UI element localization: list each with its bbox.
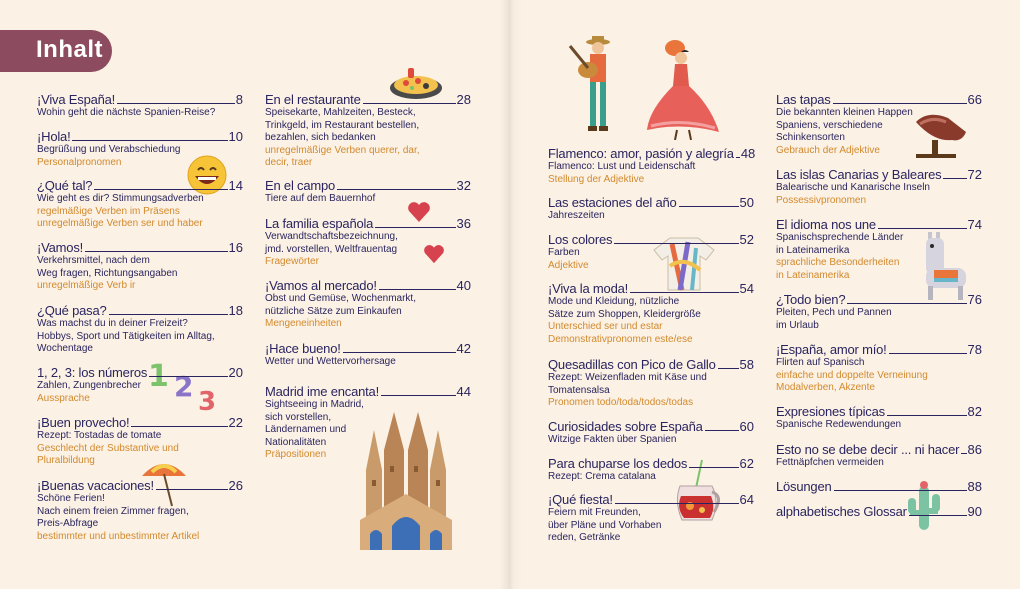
toc-entry[interactable] xyxy=(37,303,243,356)
toc-entry-title-line xyxy=(776,404,982,419)
dot-leader xyxy=(109,314,228,315)
dot-leader xyxy=(718,368,739,369)
dot-leader xyxy=(847,303,966,304)
dot-leader xyxy=(85,251,227,252)
toc-entry-title-line xyxy=(776,217,982,232)
chapter-description: Rezept: Tostadas de tomate xyxy=(37,430,162,441)
page-number: 88 xyxy=(967,479,982,494)
toc-entry-title-line xyxy=(265,384,471,399)
chapter-title[interactable]: ¡Buenas vacaciones! xyxy=(37,478,154,493)
dot-leader xyxy=(379,289,456,290)
chapter-description: Hobbys, Sport und Tätigkeiten im Alltag, xyxy=(37,330,215,342)
toc-entry-title-line xyxy=(548,492,754,507)
dot-leader xyxy=(375,227,455,228)
toc-entry-title-line xyxy=(37,178,243,193)
toc-entry-title-line xyxy=(37,303,243,318)
chapter-description: Spaniens, verschiedene xyxy=(776,119,883,131)
chapter-title[interactable]: ¡Qué fiesta! xyxy=(548,492,613,507)
chapter-title[interactable]: ¡Vamos! xyxy=(37,240,84,255)
toc-entry-title-line xyxy=(548,195,754,210)
chapter-title[interactable]: ¡Hace bueno! xyxy=(265,341,341,356)
page-number: 58 xyxy=(739,357,754,372)
chapter-title[interactable]: ¡Viva España! xyxy=(37,92,116,107)
chapter-description: Farben xyxy=(548,247,580,258)
chapter-title[interactable]: ¡España, amor mío! xyxy=(776,342,887,357)
chapter-description: Wetter und Wettervorhersage xyxy=(265,356,396,367)
toc-entry[interactable] xyxy=(265,92,471,170)
dot-leader xyxy=(363,103,456,104)
chapter-description: Verkehrsmittel, nach dem xyxy=(37,255,150,266)
chapter-title[interactable]: Curiosidades sobre España xyxy=(548,419,703,434)
chapter-title[interactable]: 1, 2, 3: los números xyxy=(37,365,148,380)
dot-leader xyxy=(72,140,227,141)
toc-entry[interactable] xyxy=(548,232,754,272)
toc-entry-title-line xyxy=(265,278,471,293)
grammar-topic: regelmäßige Verben im Präsens xyxy=(37,205,180,217)
chapter-title[interactable]: ¡Viva la moda! xyxy=(548,281,629,296)
dot-leader xyxy=(705,430,739,431)
chapter-description: Wochentage xyxy=(37,343,93,354)
chapter-description: Witzige Fakten über Spanien xyxy=(548,434,677,445)
page-number: 42 xyxy=(456,341,471,356)
dot-leader xyxy=(156,489,228,490)
grammar-topic: unregelmäßige Verben querer, dar, xyxy=(265,144,420,156)
toc-entry[interactable] xyxy=(548,456,754,484)
chapter-description: Schinkensorten xyxy=(776,132,845,143)
chapter-description: Preis-Abfrage xyxy=(37,518,99,529)
dot-leader xyxy=(689,467,738,468)
toc-entry-title-line xyxy=(776,292,982,307)
chapter-title[interactable]: Lösungen xyxy=(776,479,832,494)
toc-entry[interactable] xyxy=(548,281,754,346)
grammar-topic: Geschlecht der Substantive und xyxy=(37,442,179,454)
dot-leader xyxy=(909,515,967,516)
page-number: 50 xyxy=(739,195,754,210)
toc-entry-title-line xyxy=(265,178,471,193)
page-number: 8 xyxy=(235,92,243,107)
grammar-topic: decir, traer xyxy=(265,157,313,168)
page-number: 76 xyxy=(967,292,982,307)
dot-leader xyxy=(833,103,967,104)
chapter-description: Was machst du in deiner Freizeit? xyxy=(37,318,188,329)
page-number: 78 xyxy=(967,342,982,357)
grammar-topic: Präpositionen xyxy=(265,449,327,460)
chapter-description: Tiere auf dem Bauernhof xyxy=(265,193,376,204)
toc-entry[interactable] xyxy=(776,167,982,207)
toc-entry-title-line xyxy=(265,92,471,107)
page-number: 86 xyxy=(967,442,982,457)
toc-entry[interactable] xyxy=(265,216,471,269)
chapter-description: Mode und Kleidung, nützliche xyxy=(548,296,680,307)
toc-entry-title-line xyxy=(776,92,982,107)
grammar-topic: Modalverben, Akzente xyxy=(776,382,875,393)
grammar-topic: Unterschied ser und estar xyxy=(548,321,663,332)
toc-entry[interactable] xyxy=(37,240,243,293)
dot-leader xyxy=(615,503,739,504)
grammar-topic: Gebrauch der Adjektive xyxy=(776,144,880,156)
svg-text:3: 3 xyxy=(198,387,217,412)
chapter-description: Verwandtschaftsbezeichnung, xyxy=(265,231,398,242)
dot-leader xyxy=(614,243,738,244)
page-heading: Inhalt xyxy=(36,36,103,63)
grammar-topic: Personalpronomen xyxy=(37,156,122,168)
chapter-description: Balearische und Kanarische Inseln xyxy=(776,182,930,193)
page-number: 28 xyxy=(456,92,471,107)
chapter-description: in Lateinamerika xyxy=(776,244,850,256)
grammar-topic: unregelmäßige Verben ser und haber xyxy=(37,218,203,229)
chapter-description: Sightseeing in Madrid, xyxy=(265,399,364,410)
chapter-description: Tomatensalsa xyxy=(548,384,610,396)
chapter-title[interactable]: Para chuparse los dedos xyxy=(548,456,688,471)
page-number: 26 xyxy=(228,478,243,493)
toc-entry[interactable] xyxy=(265,384,471,462)
toc-entry[interactable] xyxy=(548,419,754,447)
grammar-topic: Pluralbildung xyxy=(37,455,95,466)
chapter-description: Trinkgeld, im Restaurant bestellen, xyxy=(265,119,420,131)
toc-entry[interactable] xyxy=(776,92,982,157)
grammar-topic: sprachliche Besonderheiten xyxy=(776,257,900,268)
toc-entry[interactable] xyxy=(265,178,471,206)
chapter-description: Begrüßung und Verabschiedung xyxy=(37,144,181,155)
dot-leader xyxy=(878,228,967,229)
toc-entry[interactable] xyxy=(776,479,982,494)
grammar-topic: Demonstrativpronomen este/ese xyxy=(548,333,693,345)
grammar-topic: in Lateinamerika xyxy=(776,269,850,281)
toc-entry[interactable] xyxy=(548,195,754,223)
toc-entry-title-line xyxy=(548,281,754,296)
chapter-description: reden, Getränke xyxy=(548,532,621,543)
chapter-title[interactable]: El idioma nos une xyxy=(776,217,876,232)
chapter-title[interactable]: ¿Qué tal? xyxy=(37,178,93,193)
toc-entry-title-line xyxy=(265,216,471,231)
chapter-title[interactable]: ¿Todo bien? xyxy=(776,292,846,307)
page-number: 36 xyxy=(456,216,471,231)
chapter-description: Wohin geht die nächste Spanien-Reise? xyxy=(37,107,216,118)
dot-leader xyxy=(149,376,227,377)
chapter-title[interactable]: alphabetisches Glossar xyxy=(776,504,907,519)
toc-entry[interactable] xyxy=(776,442,982,470)
toc-entry-title-line xyxy=(776,442,982,457)
toc-entry[interactable] xyxy=(265,278,471,331)
chapter-description: Zahlen, Zungenbrecher xyxy=(37,380,141,391)
dot-leader xyxy=(94,189,227,190)
chapter-description: Weg fragen, Richtungsangaben xyxy=(37,267,178,279)
dot-leader xyxy=(117,103,235,104)
page-number: 66 xyxy=(967,92,982,107)
chapter-description: nützliche Sätze zum Einkaufen xyxy=(265,305,402,317)
page-number: 82 xyxy=(967,404,982,419)
grammar-topic: einfache und doppelte Verneinung xyxy=(776,369,928,381)
toc-entry-title-line xyxy=(37,129,243,144)
toc-entry-title-line xyxy=(776,479,982,494)
page-number: 20 xyxy=(228,365,243,380)
chapter-description: Fettnäpfchen vermeiden xyxy=(776,457,884,468)
toc-entry[interactable] xyxy=(37,415,243,468)
page-number: 48 xyxy=(740,146,756,161)
page-number: 72 xyxy=(967,167,982,182)
dot-leader xyxy=(679,206,739,207)
toc-entry-title-line xyxy=(37,478,243,493)
svg-text:2: 2 xyxy=(174,370,194,403)
dot-leader xyxy=(889,353,967,354)
toc-entry-title-line xyxy=(37,415,243,430)
chapter-description: Schöne Ferien! xyxy=(37,493,105,504)
chapter-description: Pleiten, Pech und Pannen xyxy=(776,307,892,318)
toc-entry[interactable] xyxy=(265,341,471,369)
chapter-description: über Pläne und Vorhaben xyxy=(548,519,662,531)
page-number: 74 xyxy=(967,217,982,232)
chapter-description: Feiern mit Freunden, xyxy=(548,507,641,518)
grammar-topic: Aussprache xyxy=(37,392,90,404)
chapter-description: Obst und Gemüse, Wochenmarkt, xyxy=(265,293,416,304)
chapter-description: Wie geht es dir? Stimmungsadverben xyxy=(37,193,204,204)
grammar-topic: Stellung der Adjektive xyxy=(548,173,645,185)
chapter-title[interactable]: Las islas Canarias y Baleares xyxy=(776,167,942,182)
chapter-description: bezahlen, sich bedanken xyxy=(265,132,376,143)
page-number: 52 xyxy=(739,232,754,247)
page-number: 64 xyxy=(739,492,754,507)
dot-leader xyxy=(943,178,966,179)
page-number: 40 xyxy=(456,278,471,293)
grammar-topic: Pronomen todo/toda/todos/todas xyxy=(548,397,694,408)
chapter-title[interactable]: Quesadillas con Pico de Gallo xyxy=(548,357,716,372)
page-number: 44 xyxy=(456,384,471,399)
page-number: 90 xyxy=(967,504,982,519)
guitar-player-icon xyxy=(566,36,620,136)
toc-entry[interactable] xyxy=(37,478,243,543)
page-number: 22 xyxy=(228,415,243,430)
chapter-description: Flirten auf Spanisch xyxy=(776,357,865,368)
chapter-description: Sätze zum Shoppen, Kleidergröße xyxy=(548,308,701,320)
chapter-description: Die bekannten kleinen Happen xyxy=(776,107,913,118)
grammar-topic: Possessivpronomen xyxy=(776,194,867,206)
chapter-title[interactable]: Las tapas xyxy=(776,92,831,107)
chapter-description: Ländernamen und xyxy=(265,424,347,435)
toc-entry-title-line xyxy=(37,92,243,107)
chapter-description: Rezept: Crema catalana xyxy=(548,471,656,482)
chapter-description: Nach einem freien Zimmer fragen, xyxy=(37,505,189,517)
toc-entry-title-line xyxy=(37,365,243,380)
dot-leader xyxy=(834,490,967,491)
dot-leader xyxy=(961,453,966,454)
toc-entry[interactable] xyxy=(37,178,243,231)
chapter-title[interactable]: Las estaciones del año xyxy=(548,195,677,210)
page-number: 54 xyxy=(739,281,754,296)
grammar-topic: Mengeneinheiten xyxy=(265,318,342,329)
chapter-description: im Urlaub xyxy=(776,319,819,331)
chapter-description: Spanischsprechende Länder xyxy=(776,232,904,243)
toc-entry-title-line xyxy=(265,341,471,356)
grammar-topic: bestimmter und unbestimmter Artikel xyxy=(37,530,200,542)
toc-entry-title-line xyxy=(548,419,754,434)
chapter-description: Nationalitäten xyxy=(265,436,327,448)
toc-entry-title-line xyxy=(548,357,754,372)
toc-entry[interactable] xyxy=(37,365,243,405)
chapter-description: jmd. vorstellen, Weltfrauentag xyxy=(265,243,398,255)
toc-entry[interactable] xyxy=(776,292,982,332)
toc-entry-title-line xyxy=(548,232,754,247)
page-number: 32 xyxy=(456,178,471,193)
chapter-title[interactable]: ¿Qué pasa? xyxy=(37,303,107,318)
toc-entry-title-line xyxy=(548,146,754,161)
chapter-description: Rezept: Weizenfladen mit Käse und xyxy=(548,372,707,383)
toc-entry[interactable] xyxy=(776,404,982,432)
toc-entry-title-line xyxy=(776,504,982,519)
toc-entry[interactable] xyxy=(548,492,754,545)
chapter-title[interactable]: En el restaurante xyxy=(265,92,361,107)
svg-text:1: 1 xyxy=(148,359,169,394)
toc-entry[interactable] xyxy=(548,357,754,410)
chapter-title[interactable]: ¡Vamos al mercado! xyxy=(265,278,377,293)
grammar-topic: unregelmäßige Verb ir xyxy=(37,280,136,291)
dot-leader xyxy=(131,426,227,427)
chapter-description: Jahreszeiten xyxy=(548,210,605,221)
page-number: 10 xyxy=(228,129,243,144)
chapter-title[interactable]: Flamenco: amor, pasión y alegría xyxy=(548,146,734,161)
dot-leader xyxy=(343,352,456,353)
chapter-title[interactable]: ¡Hola! xyxy=(37,129,71,144)
chapter-title[interactable]: Los colores xyxy=(548,232,613,247)
chapter-title[interactable]: Esto no se debe decir ... ni hacer xyxy=(776,442,960,457)
chapter-title[interactable]: Madrid ime encanta! xyxy=(265,384,379,399)
chapter-title[interactable]: En el campo xyxy=(265,178,336,193)
toc-entry[interactable] xyxy=(776,217,982,282)
page-number: 14 xyxy=(228,178,243,193)
page-number: 62 xyxy=(739,456,754,471)
page-number: 16 xyxy=(228,240,243,255)
dot-leader xyxy=(381,395,456,396)
chapter-title[interactable]: ¡Buen provecho! xyxy=(37,415,130,430)
toc-entry[interactable] xyxy=(37,129,243,169)
chapter-description: Speisekarte, Mahlzeiten, Besteck, xyxy=(265,107,416,118)
flamenco-dancer-icon xyxy=(645,40,723,140)
chapter-description: sich vorstellen, xyxy=(265,411,332,423)
toc-entry[interactable] xyxy=(776,504,982,519)
page-number: 60 xyxy=(739,419,754,434)
toc-entry-title-line xyxy=(548,456,754,471)
dot-leader xyxy=(736,157,740,158)
grammar-topic: Fragewörter xyxy=(265,256,319,267)
chapter-title[interactable]: La familia española xyxy=(265,216,374,231)
toc-entry[interactable] xyxy=(776,342,982,395)
dot-leader xyxy=(887,415,967,416)
chapter-description: Spanische Redewendungen xyxy=(776,419,902,430)
toc-entry[interactable] xyxy=(37,92,243,120)
dot-leader xyxy=(630,292,738,293)
page-number: 18 xyxy=(228,303,243,318)
grammar-topic: Adjektive xyxy=(548,259,589,271)
toc-entry-title-line xyxy=(776,167,982,182)
dot-leader xyxy=(337,189,455,190)
chapter-description: Flamenco: Lust und Leidenschaft xyxy=(548,161,696,172)
toc-entry-title-line xyxy=(37,240,243,255)
book-gutter xyxy=(500,0,522,589)
toc-entry-title-line xyxy=(776,342,982,357)
chapter-title[interactable]: Expresiones típicas xyxy=(776,404,885,419)
toc-entry[interactable] xyxy=(548,146,754,186)
section-tab xyxy=(0,30,112,72)
